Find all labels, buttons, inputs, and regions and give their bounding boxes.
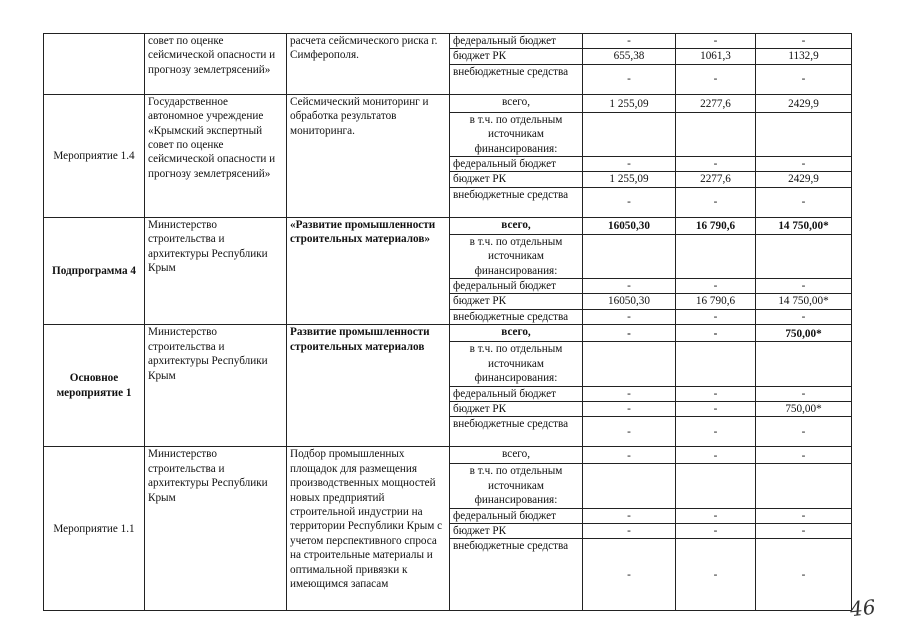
funding-source-cell: федеральный бюджет	[450, 34, 583, 49]
value-cell: -	[756, 187, 852, 217]
funding-source-cell: бюджет РК	[450, 172, 583, 187]
value-cell: 1132,9	[756, 49, 852, 64]
value-cell: -	[756, 523, 852, 538]
value-cell	[756, 234, 852, 278]
value-cell: -	[756, 539, 852, 611]
value-cell: -	[756, 64, 852, 94]
value-cell	[676, 234, 756, 278]
value-cell: 2277,6	[676, 172, 756, 187]
funding-source-cell: бюджет РК	[450, 523, 583, 538]
funding-source-cell: всего,	[450, 447, 583, 464]
value-cell	[583, 464, 676, 508]
funding-source-cell: всего,	[450, 325, 583, 342]
funding-source-cell: внебюджетные средства	[450, 309, 583, 324]
table-row	[44, 447, 852, 464]
value-cell: 2429,9	[756, 172, 852, 187]
funding-source-cell: всего,	[450, 94, 583, 112]
executor-cell: Министерство строительства и архитектуры Республики Крым	[145, 447, 287, 611]
value-cell: -	[756, 279, 852, 294]
value-cell: -	[583, 157, 676, 172]
funding-source-cell: бюджет РК	[450, 401, 583, 416]
measure-cell: Подбор промышленных площадок для размещения производственных мощностей новых предприятий строительной индустрии на территории Республики Крым с учетом перспективного спроса на строительные материалы и оптимальной привязки к имеющимся запасам	[287, 447, 450, 611]
funding-source-cell: в т.ч. по отдельным источникам финансирования:	[450, 464, 583, 508]
table-row	[44, 94, 852, 112]
value-cell: 655,38	[583, 49, 676, 64]
value-cell: -	[583, 325, 676, 342]
value-cell: -	[583, 34, 676, 49]
value-cell: -	[756, 386, 852, 401]
table-body	[44, 34, 852, 611]
executor-cell: Министерство строительства и архитектуры Республики Крым	[145, 325, 287, 447]
table-row	[44, 325, 852, 342]
value-cell: -	[756, 447, 852, 464]
value-cell: -	[583, 508, 676, 523]
value-cell	[676, 464, 756, 508]
funding-source-cell: федеральный бюджет	[450, 386, 583, 401]
item-name-cell: Основное мероприятие 1	[44, 325, 145, 447]
value-cell: -	[676, 417, 756, 447]
value-cell: -	[756, 34, 852, 49]
value-cell: 16050,30	[583, 294, 676, 309]
value-cell: -	[676, 187, 756, 217]
funding-source-cell: бюджет РК	[450, 294, 583, 309]
funding-source-cell: внебюджетные средства	[450, 539, 583, 611]
value-cell: 2277,6	[676, 94, 756, 112]
table-row	[44, 217, 852, 234]
value-cell	[676, 342, 756, 386]
page-number: 46	[848, 594, 877, 622]
value-cell	[756, 342, 852, 386]
value-cell: 14 750,00*	[756, 294, 852, 309]
executor-cell: совет по оценке сейсмической опасности и прогнозу землетрясений»	[145, 34, 287, 95]
value-cell	[756, 464, 852, 508]
value-cell: 1 255,09	[583, 172, 676, 187]
value-cell: 750,00*	[756, 325, 852, 342]
value-cell: -	[676, 64, 756, 94]
value-cell: -	[756, 417, 852, 447]
funding-source-cell: внебюджетные средства	[450, 64, 583, 94]
value-cell: -	[676, 508, 756, 523]
value-cell	[583, 234, 676, 278]
value-cell: -	[756, 157, 852, 172]
value-cell	[583, 342, 676, 386]
item-name-cell: Мероприятие 1.4	[44, 94, 145, 217]
measure-cell: Развитие промышленности строительных материалов	[287, 325, 450, 447]
value-cell: -	[676, 401, 756, 416]
value-cell: 1 255,09	[583, 94, 676, 112]
funding-source-cell: внебюджетные средства	[450, 187, 583, 217]
executor-cell: Министерство строительства и архитектуры Республики Крым	[145, 217, 287, 324]
value-cell	[676, 112, 756, 156]
value-cell: -	[583, 187, 676, 217]
table-row	[44, 34, 852, 49]
value-cell: -	[583, 417, 676, 447]
value-cell: -	[583, 401, 676, 416]
measure-cell: расчета сейсмического риска г. Симферополя.	[287, 34, 450, 95]
value-cell: -	[583, 386, 676, 401]
value-cell: -	[676, 325, 756, 342]
value-cell: 16 790,6	[676, 294, 756, 309]
funding-source-cell: в т.ч. по отдельным источникам финансирования:	[450, 234, 583, 278]
value-cell: -	[583, 279, 676, 294]
value-cell: -	[583, 523, 676, 538]
value-cell: -	[583, 309, 676, 324]
value-cell: -	[676, 386, 756, 401]
value-cell: -	[583, 447, 676, 464]
value-cell: -	[676, 539, 756, 611]
item-name-cell	[44, 34, 145, 95]
funding-source-cell: в т.ч. по отдельным источникам финансирования:	[450, 112, 583, 156]
value-cell: 750,00*	[756, 401, 852, 416]
measure-cell: «Развитие промышленности строительных материалов»	[287, 217, 450, 324]
value-cell	[756, 112, 852, 156]
value-cell: 2429,9	[756, 94, 852, 112]
funding-source-cell: федеральный бюджет	[450, 279, 583, 294]
item-name-cell: Мероприятие 1.1	[44, 447, 145, 611]
value-cell: 16 790,6	[676, 217, 756, 234]
measure-cell: Сейсмический мониторинг и обработка результатов мониторинга.	[287, 94, 450, 217]
value-cell: -	[676, 523, 756, 538]
value-cell: -	[676, 157, 756, 172]
funding-source-cell: внебюджетные средства	[450, 417, 583, 447]
value-cell: 1061,3	[676, 49, 756, 64]
funding-source-cell: всего,	[450, 217, 583, 234]
value-cell: -	[676, 447, 756, 464]
funding-source-cell: бюджет РК	[450, 49, 583, 64]
funding-source-cell: в т.ч. по отдельным источникам финансирования:	[450, 342, 583, 386]
value-cell: -	[756, 309, 852, 324]
item-name-cell: Подпрограмма 4	[44, 217, 145, 324]
value-cell: 14 750,00*	[756, 217, 852, 234]
executor-cell: Государственное автономное учреждение «Крымский экспертный совет по оценке сейсмической опасности и прогнозу землетрясений»	[145, 94, 287, 217]
value-cell: -	[583, 539, 676, 611]
value-cell: -	[676, 34, 756, 49]
value-cell: -	[583, 64, 676, 94]
value-cell: -	[676, 309, 756, 324]
funding-source-cell: федеральный бюджет	[450, 508, 583, 523]
value-cell: -	[676, 279, 756, 294]
budget-table	[43, 33, 852, 611]
funding-source-cell: федеральный бюджет	[450, 157, 583, 172]
value-cell: -	[756, 508, 852, 523]
value-cell	[583, 112, 676, 156]
value-cell: 16050,30	[583, 217, 676, 234]
